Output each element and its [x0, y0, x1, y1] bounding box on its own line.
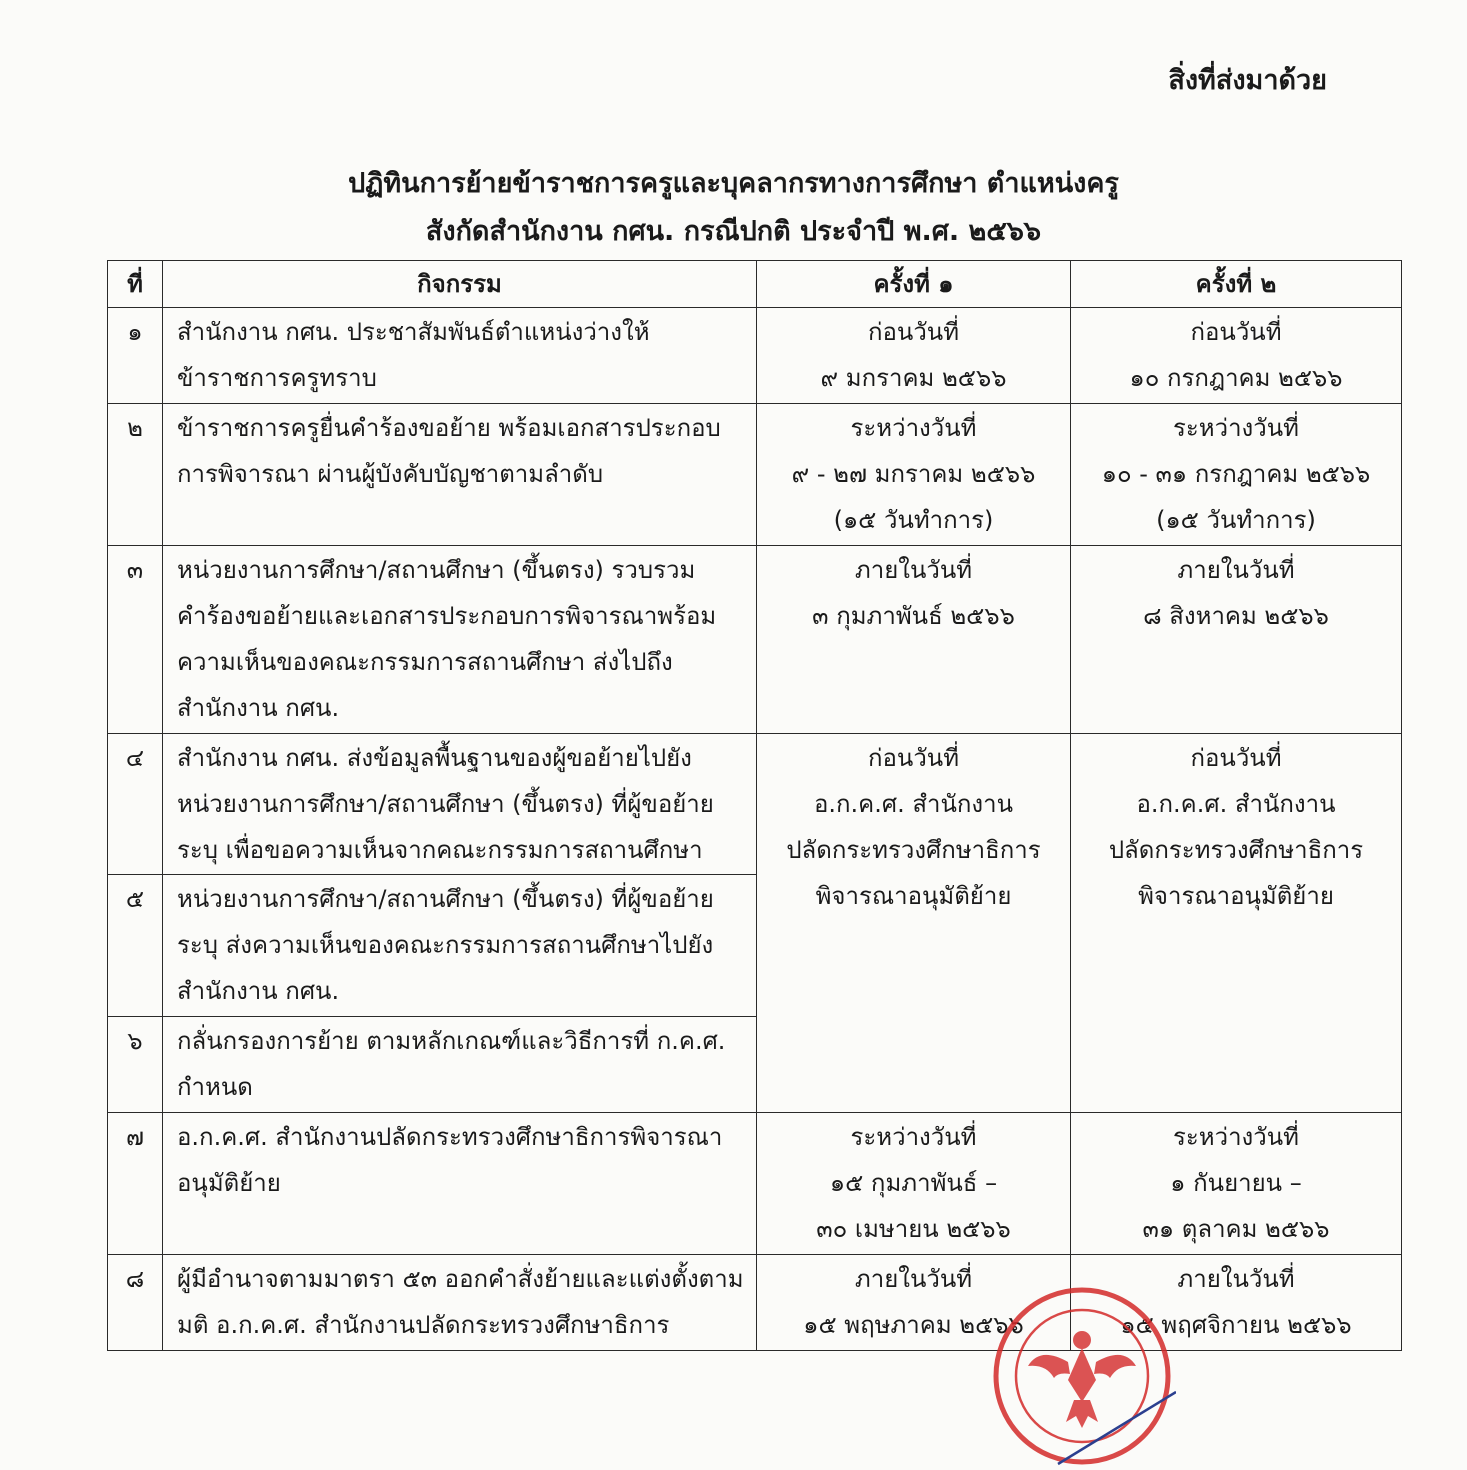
row-number: ๖ — [108, 1017, 163, 1113]
table-row — [108, 734, 1402, 875]
row-round-2-date: ภายในวันที่ ๘ สิงหาคม ๒๕๖๖ — [1071, 546, 1402, 734]
document-title — [0, 160, 1467, 256]
row-number: ๔ — [108, 734, 163, 875]
row-number: ๓ — [108, 546, 163, 734]
row-activity: หน่วยงานการศึกษา/สถานศึกษา (ขึ้นตรง) รวบรวมคำร้องขอย้ายและเอกสารประกอบการพิจารณาพร้อมความเห็นของคณะกรรมการสถานศึกษา ส่งไปถึง สำนักงาน กศน. — [163, 546, 757, 734]
row-round-1-date: ภายในวันที่ ๓ กุมภาพันธ์ ๒๕๖๖ — [757, 546, 1071, 734]
row-round-1-date: ภายในวันที่ ๑๕ พฤษภาคม ๒๕๖๖ — [757, 1255, 1071, 1351]
table-row — [108, 1113, 1402, 1255]
col-header-round-2: ครั้งที่ ๒ — [1071, 261, 1402, 308]
row-round-1-date: ระหว่างวันที่ ๙ - ๒๗ มกราคม ๒๕๖๖ (๑๕ วันทำการ) — [757, 404, 1071, 546]
merged-round-1-date: ก่อนวันที่ อ.ก.ค.ศ. สำนักงาน ปลัดกระทรวงศึกษาธิการ พิจารณาอนุมัติย้าย — [757, 734, 1071, 1113]
row-number: ๗ — [108, 1113, 163, 1255]
title-line-1: ปฏิทินการย้ายข้าราชการครูและบุคลากรทางการศึกษา ตำแหน่งครู — [348, 168, 1119, 199]
row-activity: ผู้มีอำนาจตามมาตรา ๕๓ ออกคำสั่งย้ายและแต่งตั้งตามมติ อ.ก.ค.ศ. สำนักงานปลัดกระทรวงศึกษาธิการ — [163, 1255, 757, 1351]
row-activity: หน่วยงานการศึกษา/สถานศึกษา (ขึ้นตรง) ที่ผู้ขอย้ายระบุ ส่งความเห็นของคณะกรรมการสถานศึกษาไปยัง สำนักงาน กศน. — [163, 875, 757, 1017]
col-header-round-1: ครั้งที่ ๑ — [757, 261, 1071, 308]
row-round-1-date: ก่อนวันที่ ๙ มกราคม ๒๕๖๖ — [757, 308, 1071, 404]
row-activity: กลั่นกรองการย้าย ตามหลักเกณฑ์และวิธีการที่ ก.ค.ศ. กำหนด — [163, 1017, 757, 1113]
row-round-2-date: ภายในวันที่ ๑๕ พฤศจิกายน ๒๕๖๖ — [1071, 1255, 1402, 1351]
title-line-2: สังกัดสำนักงาน กศน. กรณีปกติ ประจำปี พ.ศ. ๒๕๖๖ — [425, 216, 1042, 247]
row-number: ๑ — [108, 308, 163, 404]
official-stamp-icon — [988, 1282, 1176, 1470]
table-header-row — [108, 261, 1402, 308]
table-row — [108, 308, 1402, 404]
table-row — [108, 404, 1402, 546]
row-round-2-date: ระหว่างวันที่ ๑๐ - ๓๑ กรกฎาคม ๒๕๖๖ (๑๕ วันทำการ) — [1071, 404, 1402, 546]
row-activity: อ.ก.ค.ศ. สำนักงานปลัดกระทรวงศึกษาธิการพิจารณาอนุมัติย้าย — [163, 1113, 757, 1255]
col-header-number: ที่ — [108, 261, 163, 308]
row-number: ๒ — [108, 404, 163, 546]
col-header-activity: กิจกรรม — [163, 261, 757, 308]
schedule-table — [107, 260, 1402, 1351]
row-round-2-date: ระหว่างวันที่ ๑ กันยายน – ๓๑ ตุลาคม ๒๕๖๖ — [1071, 1113, 1402, 1255]
row-round-1-date: ระหว่างวันที่ ๑๕ กุมภาพันธ์ – ๓๐ เมษายน ๒๕๖๖ — [757, 1113, 1071, 1255]
attachment-label: สิ่งที่ส่งมาด้วย — [1168, 65, 1327, 96]
row-activity: สำนักงาน กศน. ส่งข้อมูลพื้นฐานของผู้ขอย้ายไปยังหน่วยงานการศึกษา/สถานศึกษา (ขึ้นตรง) ที่ผู้ขอย้ายระบุ เพื่อขอความเห็นจากคณะกรรมการสถานศึกษา — [163, 734, 757, 875]
row-number: ๕ — [108, 875, 163, 1017]
row-round-2-date: ก่อนวันที่ ๑๐ กรกฎาคม ๒๕๖๖ — [1071, 308, 1402, 404]
row-number: ๘ — [108, 1255, 163, 1351]
row-activity: ข้าราชการครูยื่นคำร้องขอย้าย พร้อมเอกสารประกอบการพิจารณา ผ่านผู้บังคับบัญชาตามลำดับ — [163, 404, 757, 546]
row-activity: สำนักงาน กศน. ประชาสัมพันธ์ตำแหน่งว่างให้ข้าราชการครูทราบ — [163, 308, 757, 404]
merged-round-2-date: ก่อนวันที่ อ.ก.ค.ศ. สำนักงาน ปลัดกระทรวงศึกษาธิการ พิจารณาอนุมัติย้าย — [1071, 734, 1402, 1113]
table-row — [108, 546, 1402, 734]
table-row — [108, 1255, 1402, 1351]
